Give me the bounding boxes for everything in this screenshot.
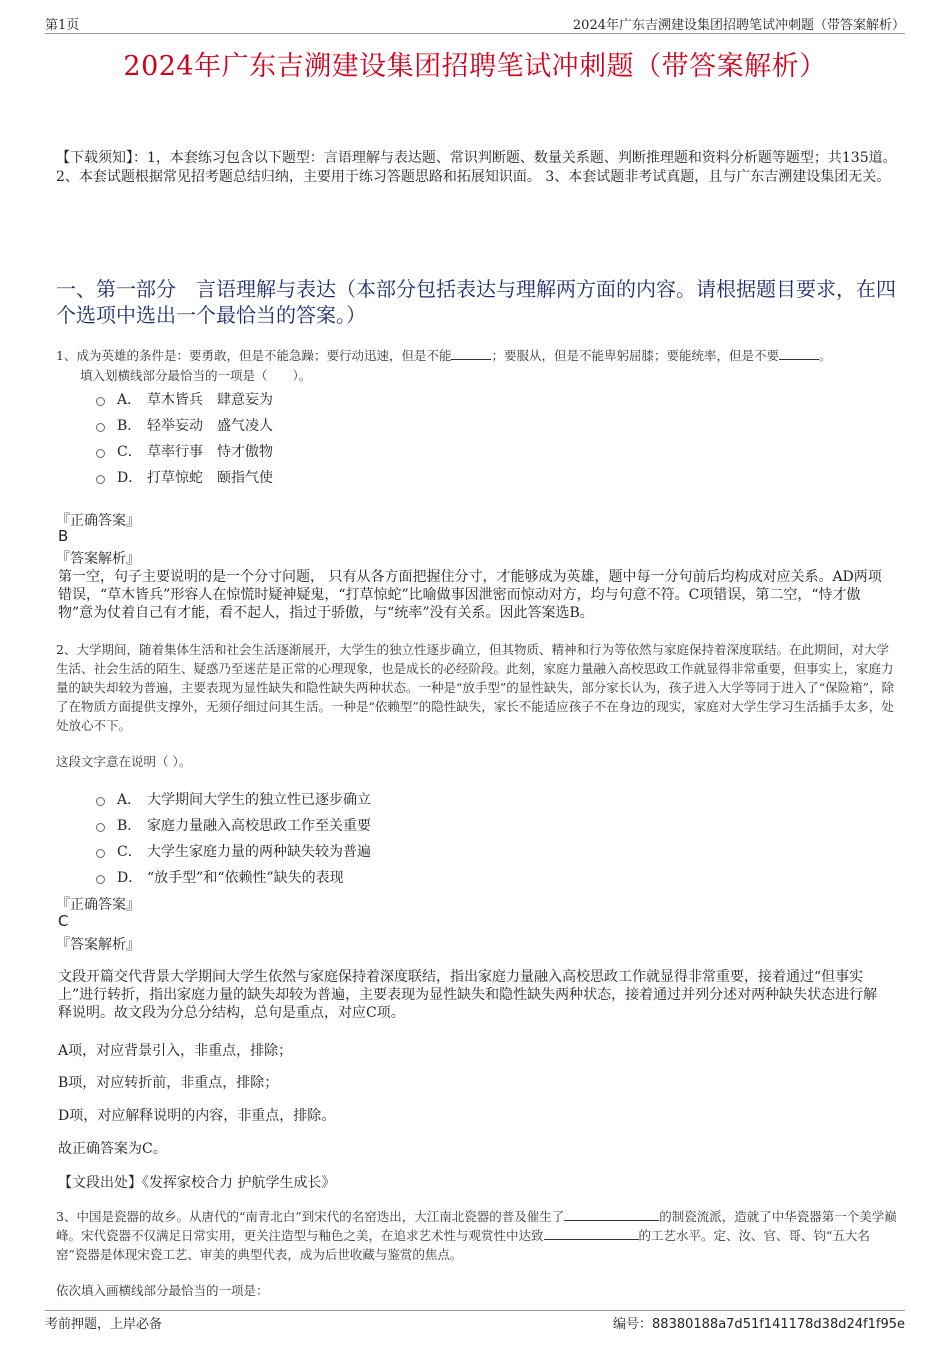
radio-icon[interactable] xyxy=(96,475,105,484)
radio-icon[interactable] xyxy=(96,797,105,806)
q2-answer-label: 『正确答案』 xyxy=(56,897,140,913)
q1-analysis-label: 『答案解析』 xyxy=(56,551,140,567)
section-title: 一、第一部分 言语理解与表达（本部分包括表达与理解两方面的内容。请根据题目要求，在四个选项中选出一个最恰当的答案。） xyxy=(56,277,896,327)
q2-note-b: B项，对应转折前，非重点，排除； xyxy=(58,1075,279,1091)
q2-option-c[interactable] xyxy=(96,841,371,861)
option-letter: D． xyxy=(117,470,143,486)
q1-blank-2 xyxy=(779,347,819,360)
q2-question: 这段文字意在说明（ ）。 xyxy=(56,754,192,769)
option-text: 轻举妄动 盛气凌人 xyxy=(147,418,273,434)
radio-icon[interactable] xyxy=(96,823,105,832)
option-text: 草率行事 恃才傲物 xyxy=(147,444,273,460)
q2-analysis: 文段开篇交代背景大学期间大学生依然与家庭保持着深度联结，指出家庭力量融入高校思政工作就显得非常重要，接着通过“但事实上”进行转折，指出家庭力量的缺失却较为普遍，主要表现为显性缺失和隐性缺失两种状态，接着通过并列分述对两种缺失状态进行解释说明。故文段为分总分结构，总句是重点，对应C项。 xyxy=(58,969,878,1021)
option-letter: C． xyxy=(117,444,142,460)
option-letter: A． xyxy=(117,792,142,808)
q2-option-a[interactable] xyxy=(96,789,371,809)
option-text: 草木皆兵 肆意妄为 xyxy=(147,392,273,408)
q1-instruction: 填入划横线部分最恰当的一项是（ ）。 xyxy=(80,368,312,383)
q3-question: 依次填入画横线部分最恰当的一项是： xyxy=(56,1283,269,1298)
footer-divider xyxy=(45,1310,905,1311)
header-divider xyxy=(45,33,905,34)
q1-option-d[interactable] xyxy=(96,467,273,487)
option-text: 打草惊蛇 颐指气使 xyxy=(147,470,273,486)
q1-stem xyxy=(56,346,901,365)
footer-slogan: 考前押题，上岸必备 xyxy=(45,1317,163,1332)
option-letter: C． xyxy=(117,844,142,860)
radio-icon[interactable] xyxy=(96,423,105,432)
option-letter: D． xyxy=(117,870,143,886)
radio-icon[interactable] xyxy=(96,849,105,858)
radio-icon[interactable] xyxy=(96,397,105,406)
page-title: 2024年广东吉溯建设集团招聘笔试冲刺题（带答案解析） xyxy=(123,51,827,82)
q3-blank-1 xyxy=(564,1208,659,1221)
q2-answer: C xyxy=(58,912,69,930)
option-text: “放手型”和“依赖性”缺失的表现 xyxy=(147,870,344,886)
q3-stem-part-a: 3、中国是瓷器的故乡。从唐代的“南青北白”到宋代的名窑迭出，大江南北瓷器的普及催生了 xyxy=(56,1209,565,1224)
option-letter: B． xyxy=(117,818,142,834)
q2-source: 【文段出处】《发挥家校合力 护航学生成长》 xyxy=(58,1175,336,1191)
q1-analysis: 第一空，句子主要说明的是一个分寸问题， 只有从各方面把握住分寸，才能够成为英雄，题中每一分句前后均构成对应关系。AD两项错误，“草木皆兵”形容人在惊慌时疑神疑鬼，“打草惊蛇”比喻做事因泄密而惊动对方，均与句意不符。C项错误，第二空，“恃才傲物”意为仗着自己有才能，看不起人，指过于骄傲，与“统率”没有关系。因此答案选B。 xyxy=(58,569,882,621)
q1-stem-part-b: ；要服从，但是不能卑躬屈膝；要能统率，但是不要 xyxy=(491,348,779,363)
q1-answer: B xyxy=(58,527,69,545)
option-text: 大学生家庭力量的两种缺失较为普遍 xyxy=(147,844,371,860)
radio-icon[interactable] xyxy=(96,449,105,458)
q2-analysis-label: 『答案解析』 xyxy=(56,937,140,953)
download-notice: 【下载须知】：1，本套练习包含以下题型：言语理解与表达题、常识判断题、数量关系题、判断推理题和资料分析题等题型；共135道。 2、本套试题根据常见招考题总结归纳，主要用于练习答题思路和拓展知识面。 3、本套试题非考试真题，且与广东吉溯建设集团无关。 xyxy=(56,150,897,185)
radio-icon[interactable] xyxy=(96,875,105,884)
q2-conclusion: 故正确答案为C。 xyxy=(58,1141,167,1157)
q2-note-d: D项，对应解释说明的内容，非重点，排除。 xyxy=(58,1108,336,1124)
q1-option-b[interactable] xyxy=(96,415,273,435)
q1-option-c[interactable] xyxy=(96,441,273,461)
q1-answer-label: 『正确答案』 xyxy=(56,513,140,529)
q2-option-b[interactable] xyxy=(96,815,371,835)
option-letter: B． xyxy=(117,418,142,434)
option-letter: A． xyxy=(117,392,142,408)
q2-stem: 2、大学期间，随着集体生活和社会生活逐渐展开，大学生的独立性逐步确立，但其物质、精神和行为等依然与家庭保持着深度联结。在此期间，对大学生活、社会生活的陌生、疑惑乃至迷茫是正常的心理现象，也是成长的必经阶段。此刻，家庭力量融入高校思政工作就显得非常重要，但事实上，家庭力量的缺失却较为普遍，主要表现为显性缺失和隐性缺失两种状态。一种是“放手型”的显性缺失，部分家长认为，孩子进入大学等同于进入了“保险箱”，除了在物质方面提供支撑外，无须仔细过问其生活。一种是“依赖型”的隐性缺失，家长不能适应孩子不在身边的现实，家庭对大学生学习生活插手太多，处处放心不下。 xyxy=(56,642,895,733)
footer-serial xyxy=(613,1313,905,1332)
q3-blank-2 xyxy=(544,1227,639,1240)
option-text: 大学期间大学生的独立性已逐步确立 xyxy=(147,792,371,808)
q3-stem-part-c: 的工艺水平。定、汝、官、哥、钧“五大名窑”瓷器是体现宋瓷工艺、审美的典型代表，成为后世收藏与鉴赏的焦点。 xyxy=(56,1228,870,1262)
q2-option-d[interactable] xyxy=(96,867,344,887)
q1-option-a[interactable] xyxy=(96,389,273,409)
header-doc-title: 2024年广东吉溯建设集团招聘笔试冲刺题（带答案解析） xyxy=(572,18,905,33)
option-text: 家庭力量融入高校思政工作至关重要 xyxy=(147,818,371,834)
q3-stem xyxy=(56,1207,901,1264)
q3-stem-part-b: 的制瓷流派，造就了中华瓷器第一个美学巅峰。宋代瓷器不仅满足日常实用，更关注造型与釉色之美，在追求艺术性与观赏性中达致 xyxy=(56,1209,897,1243)
footer-serial-label: 编号： xyxy=(613,1317,653,1332)
q2-note-a: A项，对应背景引入，非重点，排除； xyxy=(58,1043,293,1059)
header-page-number: 第1页 xyxy=(45,18,80,33)
q1-stem-part-c: 。 xyxy=(818,348,832,363)
q1-stem-part-a: 1、成为英雄的条件是：要勇敢，但是不能急躁；要行动迅速，但是不能 xyxy=(56,348,452,363)
q1-blank-1 xyxy=(451,347,491,360)
footer-serial-value: 88380188a7d51f141178d38d24f1f95e xyxy=(652,1317,905,1332)
